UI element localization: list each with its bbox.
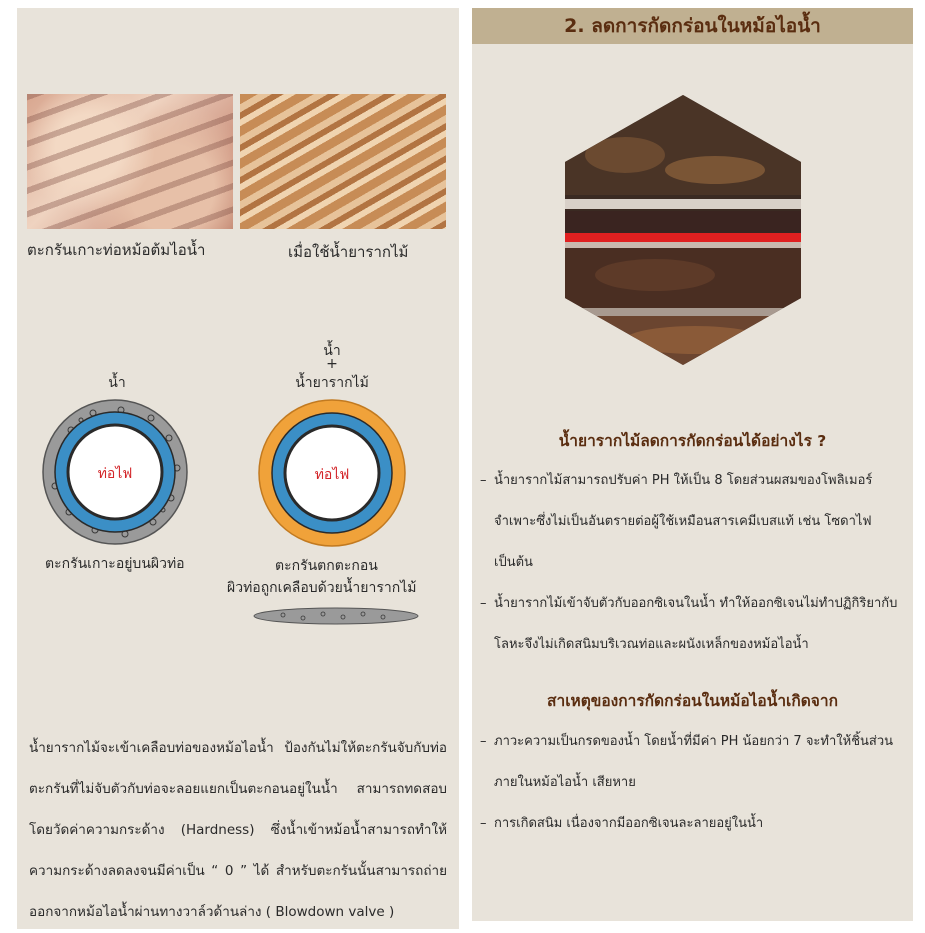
section2-title: สาเหตุของการกัดกร่อนในหม้อไอน้ำเกิดจาก xyxy=(547,692,838,710)
scaled-pipes-photo xyxy=(27,94,233,229)
right-panel xyxy=(472,8,913,921)
photo-caption-clean: เมื่อใช้น้ำยารากไม้ xyxy=(288,243,409,261)
pipe-diagram-scaled xyxy=(41,398,189,546)
section2-item-2: – การเกิดสนิม เนื่องจากมีออกซิเจนละลายอยู่ในน้ำ xyxy=(480,803,905,844)
section1-item-2: – น้ำยารากไม้เข้าจับตัวกับออกซิเจนในน้ำ ทำให้ออกซิเจนไม่ทำปฏิกิริยากับโลหะจึงไม่เกิดสนิมบริเวณท่อและผนังเหล็กของหม้อไอน้ำ xyxy=(480,583,905,665)
clean-pipes-photo xyxy=(240,94,446,229)
section1-list xyxy=(480,460,905,665)
photo-caption-scaled: ตะกรันเกาะท่อหม้อต้มไอน้ำ xyxy=(27,241,206,259)
left-panel xyxy=(17,8,459,929)
section1-title: น้ำยารากไม้ลดการกัดกร่อนได้อย่างไร ? xyxy=(558,432,827,450)
diagram-caption-right-1: ตะกรันตกตะกอน xyxy=(275,558,378,574)
pipe-diagram-coated xyxy=(257,398,407,548)
corroded-boiler-photo xyxy=(565,95,801,365)
chemical-label: น้ำยารากไม้ xyxy=(295,375,369,391)
explanation-paragraph: น้ำยารากไม้จะเข้าเคลือบท่อของหม้อไอน้ำ ป้องกันไม่ให้ตะกรันจับกับท่อ ตะกรันที่ไม่จับตัวกับท่อจะลอยแยกเป็นตะกอนอยู่ในน้ำ สามารถทดสอบโดยวัดค่าความกระด้าง (Hardness) ซึ่งน้ำเข้าหม้อน้ำสามารถทำให้ความกระด้างลดลงจนมีค่าเป็น “ 0 ” ได้ สำหรับตะกรันนั้นสามารถถ่ายออกจากหม้อไอน้ำผ่านทางวาล์วด้านล่าง ( Blowdown valve ) xyxy=(29,740,447,920)
water-label-left: น้ำ xyxy=(108,375,126,391)
sediment-illustration xyxy=(253,605,419,627)
section2-item-1: – ภาวะความเป็นกรดของน้ำ โดยน้ำที่มีค่า PH น้อยกว่า 7 จะทำให้ชิ้นส่วนภายในหม้อไอน้ำ เสียหาย xyxy=(480,721,905,803)
water-label-right: น้ำ xyxy=(323,343,341,359)
fire-tube-label-left: ท่อไฟ xyxy=(97,466,133,482)
section1-item-1: – น้ำยารากไม้สามารถปรับค่า PH ให้เป็น 8 โดยส่วนผสมของโพลิเมอร์จำเพาะซึ่งไม่เป็นอันตรายต่อผู้ใช้เหมือนสารเคมีเบสแท้ เช่น โซดาไฟ เป็นต้น xyxy=(480,460,905,583)
fire-tube-label-right: ท่อไฟ xyxy=(314,467,350,483)
plus-label: + xyxy=(326,356,338,372)
section-header-title: 2. ลดการกัดกร่อนในหม้อไอน้ำ xyxy=(564,15,821,37)
diagram-caption-left: ตะกรันเกาะอยู่บนผิวท่อ xyxy=(45,556,185,572)
diagram-caption-right-2: ผิวท่อถูกเคลือบด้วยน้ำยารากไม้ xyxy=(227,580,417,596)
section2-list xyxy=(480,721,905,844)
